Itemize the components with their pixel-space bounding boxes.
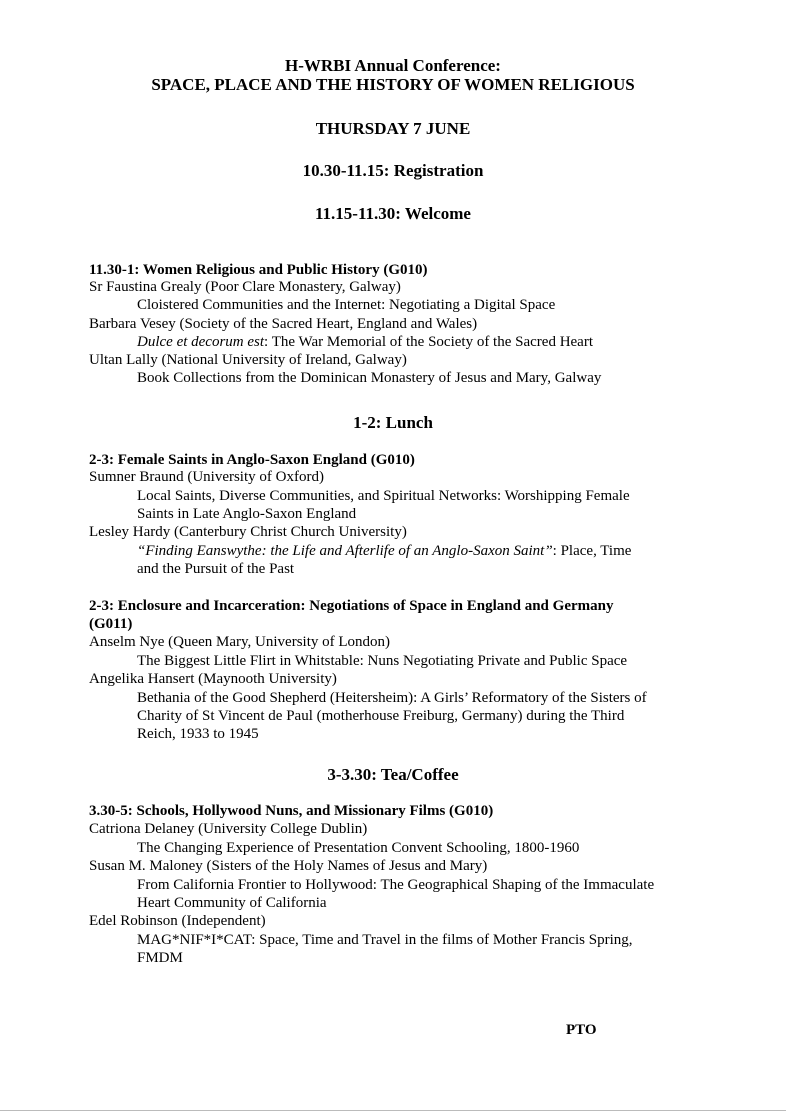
paper-title: The Biggest Little Flirt in Whitstable: Nuns Negotiating Private and Public Space: [137, 653, 628, 669]
speaker: Anselm Nye (Queen Mary, University of London): [89, 634, 391, 650]
paper-title-rest: : Place, Time: [552, 543, 632, 559]
paper-title: Book Collections from the Dominican Monastery of Jesus and Mary, Galway: [137, 370, 602, 386]
speaker: Sr Faustina Grealy (Poor Clare Monastery, Galway): [89, 279, 401, 295]
lunch-heading: 1-2: Lunch: [353, 413, 433, 432]
conference-theme: SPACE, PLACE AND THE HISTORY OF WOMEN RELIGIOUS: [151, 75, 635, 94]
paper-title: Local Saints, Diverse Communities, and Spiritual Networks: Worshipping Female: [137, 488, 630, 504]
paper-title: Cloistered Communities and the Internet: Negotiating a Digital Space: [137, 297, 556, 313]
session-title: 11.30-1: Women Religious and Public History (G010): [89, 262, 428, 278]
session-title: 2-3: Enclosure and Incarceration: Negotiations of Space in England and Germany: [89, 598, 614, 614]
paper-title: From California Frontier to Hollywood: The Geographical Shaping of the Immaculate: [137, 877, 655, 893]
paper-title-italic: Dulce et decorum est: [137, 334, 265, 350]
speaker: Catriona Delaney (University College Dublin): [89, 821, 368, 837]
session-room: (G011): [89, 616, 133, 632]
paper-title: Saints in Late Anglo-Saxon England: [137, 506, 357, 522]
paper-title: Reich, 1933 to 1945: [137, 726, 259, 742]
paper-title: [137, 333, 593, 351]
paper-title: Bethania of the Good Shepherd (Heitersheim): A Girls’ Reformatory of the Sisters of: [137, 690, 647, 706]
paper-title: Charity of St Vincent de Paul (motherhouse Freiburg, Germany) during the Third: [137, 708, 625, 724]
page-edge-divider: [0, 1110, 786, 1111]
paper-title-italic: “Finding Eanswythe: the Life and Afterlife of an Anglo-Saxon Saint”: [137, 543, 553, 559]
tea-heading: 3-3.30: Tea/Coffee: [327, 765, 459, 784]
speaker: Ultan Lally (National University of Ireland, Galway): [89, 352, 407, 368]
speaker: Lesley Hardy (Canterbury Christ Church University): [89, 524, 407, 540]
paper-title: Heart Community of California: [137, 895, 327, 911]
pto-label: PTO: [566, 1022, 597, 1038]
day-heading: THURSDAY 7 JUNE: [315, 119, 471, 138]
speaker: Susan M. Maloney (Sisters of the Holy Names of Jesus and Mary): [89, 858, 488, 874]
session-title: 3.30-5: Schools, Hollywood Nuns, and Missionary Films (G010): [89, 803, 494, 819]
paper-title-rest: : The War Memorial of the Society of the Sacred Heart: [264, 334, 594, 350]
welcome-heading: 11.15-11.30: Welcome: [315, 204, 471, 223]
conference-title: H-WRBI Annual Conference:: [285, 56, 501, 75]
paper-title: MAG*NIF*I*CAT: Space, Time and Travel in the films of Mother Francis Spring,: [137, 932, 633, 948]
registration-heading: 10.30-11.15: Registration: [302, 161, 484, 180]
paper-title: The Changing Experience of Presentation Convent Schooling, 1800-1960: [137, 840, 580, 856]
paper-title: FMDM: [137, 950, 183, 966]
speaker: Sumner Braund (University of Oxford): [89, 469, 324, 485]
session-title: 2-3: Female Saints in Anglo-Saxon England (G010): [89, 452, 415, 468]
speaker: Angelika Hansert (Maynooth University): [89, 671, 337, 687]
speaker: Edel Robinson (Independent): [89, 913, 266, 929]
speaker: Barbara Vesey (Society of the Sacred Heart, England and Wales): [89, 316, 478, 332]
paper-title: and the Pursuit of the Past: [137, 561, 295, 577]
paper-title: [137, 542, 631, 560]
